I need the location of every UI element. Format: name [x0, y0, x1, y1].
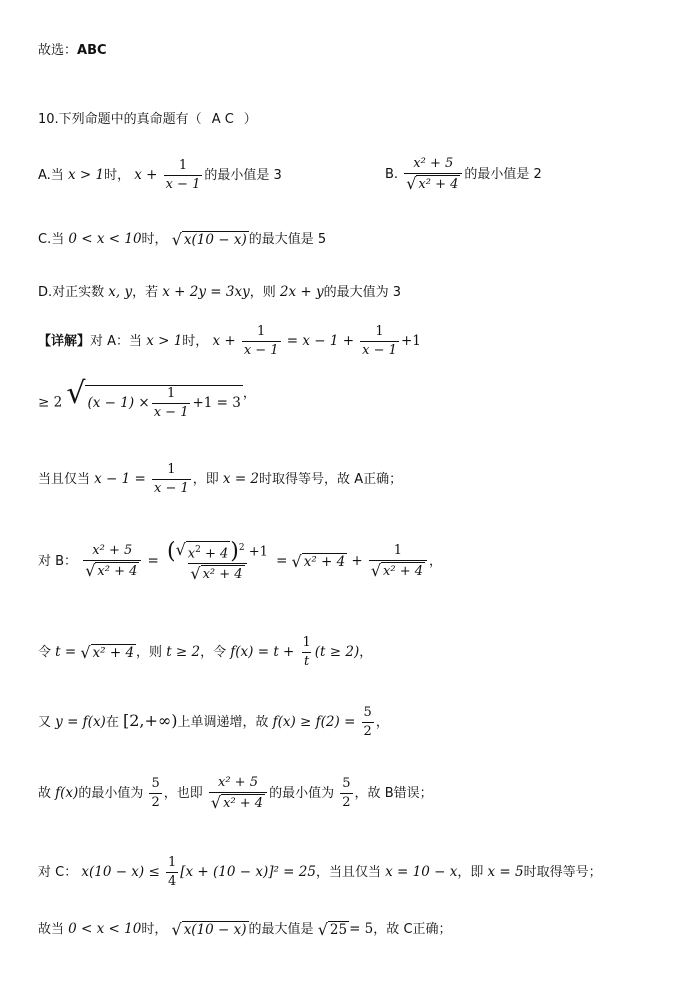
option-d: D.对正实数 x, y，若 x + 2y = 3xy，则 2x + y的最大值为 3: [38, 284, 402, 300]
fraction: $\frac{1}{t}$: [302, 635, 311, 669]
sqrt: √ x² + 4: [80, 642, 135, 662]
detail-b: 对 B： x² + 5 √ x² + 4 = ( √ $x^2 + 4$ )$^2$ +1 √ x² + 4 = √ x² + 4 + 1 √ x² + 4 ，: [38, 538, 443, 584]
fraction: $\frac{1}{4}$: [167, 855, 177, 889]
fraction: $\frac{5}{2}$: [342, 776, 351, 810]
detail-a-3: 当且仅当 x − 1 = $\frac{1}{x - 1}$ ，即 x = 2时取得等号，故 A正确；: [38, 462, 403, 496]
fraction: $\frac{1}{x - 1}$: [154, 462, 189, 496]
fraction: $\frac{1}{x - 1}$: [243, 324, 279, 358]
fraction: x² + 5 √ x² + 4: [404, 156, 462, 193]
sqrt: √ x(10 − x): [171, 229, 247, 249]
option-b: B. x² + 5 √ x² + 4 的最小值是 2: [385, 156, 542, 193]
sqrt: √ (x − 1) × $\frac{1}{x - 1}$ +1 = 3: [66, 376, 241, 420]
detail-a-2: ≥ 2 √ (x − 1) × $\frac{1}{x - 1}$ +1 = 3 ，: [38, 376, 256, 420]
answer-line-prev: 故选：ABC: [38, 43, 107, 58]
option-c: C.当 0 < x < 10时， √ x(10 − x) 的最大值是 5: [38, 229, 327, 249]
fraction: $\frac{1}{x - 1}$: [165, 158, 201, 192]
fraction: $\frac{1}{x - 1}$: [362, 324, 397, 358]
detail-b-3: 又 y = f(x)在 [2,+∞)上单调递增，故 f(x) ≥ f(2) = $\frac{5}{2}$ ，: [38, 705, 389, 739]
fraction: 1 √ x² + 4: [369, 543, 427, 580]
fraction: $\frac{5}{2}$: [151, 776, 160, 810]
detail-c-2: 故当 0 < x < 10时， √ x(10 − x) 的最大值是 √ 25 = 5，故 C正确；: [38, 919, 452, 939]
sqrt: √ x(10 − x): [171, 919, 247, 939]
question-10: 10.下列命题中的真命题有（ A C ）: [38, 112, 257, 127]
option-a: A.当 x > 1时， x + $\frac{1}{x - 1}$ 的最小值是 3: [38, 158, 282, 192]
fraction: x² + 5 √ x² + 4: [209, 775, 267, 812]
detail-b-4: 故 f(x)的最小值为 $\frac{5}{2}$ ，也即 x² + 5 √ x² + 4 的最小值为 $\frac{5}{2}$ ，故 B错误；: [38, 775, 433, 812]
sqrt: √ x² + 4: [291, 551, 346, 571]
fraction: $\frac{5}{2}$: [363, 705, 372, 739]
detail-a: 【详解】对 A：当 x > 1时， x + $\frac{1}{x - 1}$ = x − 1 + $\frac{1}{x - 1}$ +1: [38, 324, 421, 358]
sqrt: √ 25: [317, 919, 348, 939]
detail-b-2: 令 t = √ x² + 4 ，则 t ≥ 2，令 f(x) = t + $\frac{1}{t}$ (t ≥ 2)，: [38, 635, 373, 669]
fraction: x² + 5 √ x² + 4: [83, 543, 141, 580]
fraction: ( √ $x^2 + 4$ )$^2$ +1 √ x² + 4: [166, 538, 268, 584]
detail-c: 对 C： x(10 − x) ≤ $\frac{1}{4}$ [x + (10 − x)]² = 25，当且仅当 x = 10 − x，即 x = 5时取得等号；: [38, 855, 602, 889]
